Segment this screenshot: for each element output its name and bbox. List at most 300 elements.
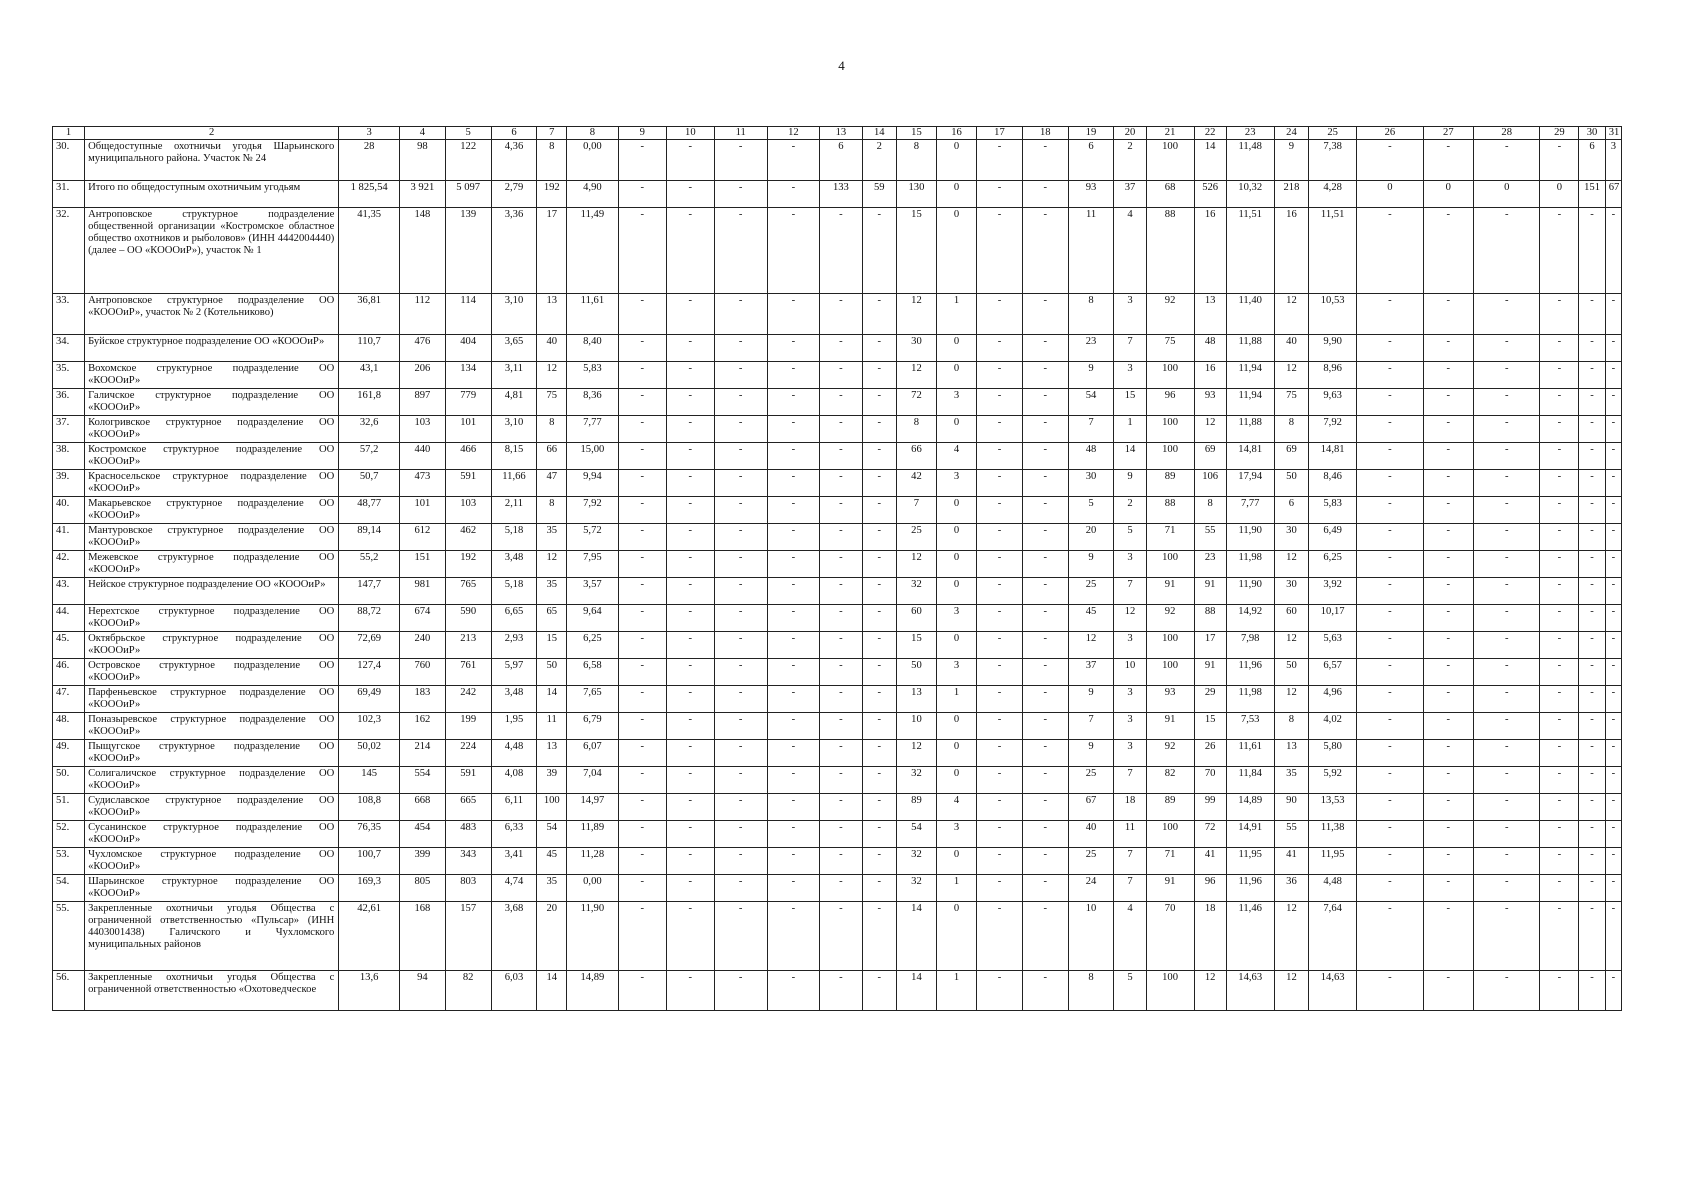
value-cell: - [820,659,862,686]
value-cell: 15 [896,208,936,294]
value-cell: - [862,740,896,767]
row-number: 56. [53,971,85,1011]
value-cell: 0 [936,632,976,659]
value-cell: 12 [896,294,936,335]
value-cell: 7,38 [1309,140,1357,181]
value-cell: - [666,632,714,659]
value-cell: - [618,524,666,551]
value-cell: - [977,443,1023,470]
page-number: 4 [838,58,845,73]
value-cell: 10,17 [1309,605,1357,632]
header-cell: 15 [896,127,936,140]
value-cell: - [1357,821,1423,848]
value-cell: - [862,208,896,294]
value-cell: 6,49 [1309,524,1357,551]
value-cell: - [1579,740,1605,767]
value-cell: 130 [896,181,936,208]
value-cell: - [1357,470,1423,497]
value-cell: 11,95 [1226,848,1274,875]
value-cell: - [820,389,862,416]
value-cell: 30 [896,335,936,362]
value-cell: 139 [445,208,491,294]
value-cell: 71 [1146,848,1194,875]
value-cell: 96 [1194,875,1226,902]
value-cell: 7 [1114,875,1146,902]
value-cell: 0 [1423,181,1473,208]
value-cell: - [1357,605,1423,632]
value-cell: 0 [936,335,976,362]
value-cell: - [618,605,666,632]
value-cell: 42,61 [339,902,400,971]
value-cell: 12 [1274,362,1308,389]
value-cell: - [1423,524,1473,551]
value-cell: 50 [1274,470,1308,497]
value-cell: 462 [445,524,491,551]
value-cell: - [1540,524,1579,551]
row-name: Пыщугское структурное подразделение ОО «КОООиР» [85,740,339,767]
value-cell: - [862,659,896,686]
value-cell: 183 [399,686,445,713]
value-cell: 13 [1274,740,1308,767]
row-name: Чухломское структурное подразделение ОО «КОООиР» [85,848,339,875]
value-cell: 6,07 [567,740,619,767]
value-cell: 18 [1114,794,1146,821]
value-cell: - [618,470,666,497]
value-cell: - [1474,632,1540,659]
value-cell: 32 [896,875,936,902]
value-cell: - [1605,605,1621,632]
value-cell: - [767,740,820,767]
value-cell: - [1605,767,1621,794]
value-cell: 3 [936,659,976,686]
value-cell: - [666,971,714,1011]
value-cell: 5,92 [1309,767,1357,794]
value-cell: - [618,875,666,902]
value-cell: - [767,902,820,971]
row-number: 45. [53,632,85,659]
value-cell: 11,61 [1226,740,1274,767]
value-cell: 5 097 [445,181,491,208]
value-cell: - [1022,686,1068,713]
value-cell: 13 [537,294,567,335]
value-cell: - [1540,335,1579,362]
value-cell: 90 [1274,794,1308,821]
value-cell: 4 [936,443,976,470]
value-cell: 94 [399,971,445,1011]
value-cell: - [1605,821,1621,848]
value-cell: 6 [1579,140,1605,181]
header-cell: 14 [862,127,896,140]
value-cell: - [1474,294,1540,335]
value-cell: - [666,524,714,551]
value-cell: - [714,208,767,294]
value-cell: 7,04 [567,767,619,794]
value-cell: 100 [1146,362,1194,389]
value-cell: - [1022,713,1068,740]
value-cell: 11,98 [1226,686,1274,713]
value-cell: 897 [399,389,445,416]
value-cell: 0 [1357,181,1423,208]
value-cell: 92 [1146,605,1194,632]
value-cell: - [862,821,896,848]
value-cell: 5,63 [1309,632,1357,659]
header-cell: 28 [1474,127,1540,140]
value-cell: - [862,416,896,443]
value-cell: 57,2 [339,443,400,470]
value-cell: 12 [537,551,567,578]
row-number: 55. [53,902,85,971]
value-cell: 67 [1605,181,1621,208]
value-cell: - [666,875,714,902]
value-cell: 110,7 [339,335,400,362]
value-cell: 668 [399,794,445,821]
value-cell: 6,65 [491,605,537,632]
value-cell: - [1579,524,1605,551]
value-cell: 9 [1068,686,1114,713]
value-cell: - [977,686,1023,713]
value-cell: 0 [936,740,976,767]
value-cell: 89 [1146,470,1194,497]
value-cell: 3,68 [491,902,537,971]
value-cell: 8 [1274,713,1308,740]
value-cell: 4,90 [567,181,619,208]
value-cell: - [1540,208,1579,294]
value-cell: - [1423,605,1473,632]
value-cell: - [1423,470,1473,497]
value-cell: 101 [445,416,491,443]
value-cell: - [1474,902,1540,971]
value-cell: - [1423,551,1473,578]
value-cell: 12 [1114,605,1146,632]
header-cell: 1 [53,127,85,140]
value-cell: - [1423,659,1473,686]
value-cell: - [1540,971,1579,1011]
row-name: Поназыревское структурное подразделение ОО «КОООиР» [85,713,339,740]
header-cell: 26 [1357,127,1423,140]
value-cell: 665 [445,794,491,821]
value-cell: 122 [445,140,491,181]
value-cell: 5,97 [491,659,537,686]
value-cell: 32,6 [339,416,400,443]
value-cell: 0 [1474,181,1540,208]
value-cell: 3,92 [1309,578,1357,605]
value-cell: - [1579,632,1605,659]
value-cell: 12 [537,362,567,389]
value-cell: 11,89 [567,821,619,848]
value-cell: 82 [1146,767,1194,794]
value-cell: - [714,740,767,767]
value-cell: 103 [445,497,491,524]
value-cell: - [714,416,767,443]
header-cell: 17 [977,127,1023,140]
table-row [53,389,1622,416]
value-cell: 0,00 [567,140,619,181]
value-cell: - [1579,389,1605,416]
value-cell: 14,97 [567,794,619,821]
value-cell: 3,11 [491,362,537,389]
value-cell: 17 [1194,632,1226,659]
header-cell: 9 [618,127,666,140]
value-cell: - [820,632,862,659]
value-cell: 36,81 [339,294,400,335]
value-cell: 48 [1194,335,1226,362]
value-cell: 151 [399,551,445,578]
value-cell: 12 [1274,551,1308,578]
value-cell: 89 [1146,794,1194,821]
value-cell: 24 [1068,875,1114,902]
value-cell: 45 [1068,605,1114,632]
value-cell: 42 [896,470,936,497]
value-cell: - [714,848,767,875]
value-cell: - [820,605,862,632]
table-row [53,551,1622,578]
row-name: Антроповское структурное подразделение ОО «КОООиР», участок № 2 (Котельниково) [85,294,339,335]
value-cell: 454 [399,821,445,848]
value-cell: - [977,821,1023,848]
value-cell: 14 [1194,140,1226,181]
value-cell: - [1579,578,1605,605]
value-cell: 8 [1274,416,1308,443]
value-cell: - [1605,208,1621,294]
value-cell: 192 [445,551,491,578]
value-cell: 0 [1540,181,1579,208]
value-cell: - [714,767,767,794]
value-cell: - [1022,902,1068,971]
value-cell: 2,79 [491,181,537,208]
value-cell: 591 [445,470,491,497]
value-cell: - [1022,443,1068,470]
value-cell: 65 [537,605,567,632]
value-cell: 526 [1194,181,1226,208]
value-cell: 7 [1114,578,1146,605]
value-cell: - [618,208,666,294]
header-cell: 5 [445,127,491,140]
value-cell: 10 [896,713,936,740]
value-cell: - [862,294,896,335]
value-cell: - [1579,551,1605,578]
value-cell: 103 [399,416,445,443]
value-cell: - [1605,713,1621,740]
value-cell: - [714,181,767,208]
value-cell: 20 [1068,524,1114,551]
value-cell: - [1423,335,1473,362]
value-cell: 5 [1114,971,1146,1011]
value-cell: 133 [820,181,862,208]
value-cell: - [977,740,1023,767]
table-row [53,497,1622,524]
value-cell: 25 [1068,848,1114,875]
value-cell: - [1579,794,1605,821]
value-cell: 7 [1114,767,1146,794]
row-name: Октябрьское структурное подразделение ОО «КОООиР» [85,632,339,659]
header-cell: 19 [1068,127,1114,140]
value-cell: - [1540,686,1579,713]
value-cell: 7,92 [567,497,619,524]
value-cell: - [714,294,767,335]
value-cell: - [1423,740,1473,767]
value-cell: 612 [399,524,445,551]
value-cell: 14,92 [1226,605,1274,632]
value-cell: - [820,335,862,362]
value-cell: - [1540,794,1579,821]
value-cell: 91 [1146,875,1194,902]
value-cell: - [1357,416,1423,443]
value-cell: 0 [936,497,976,524]
value-cell: - [1579,767,1605,794]
value-cell: 9,94 [567,470,619,497]
value-cell: - [618,659,666,686]
value-cell: - [618,971,666,1011]
value-cell: 16 [1194,362,1226,389]
value-cell: 162 [399,713,445,740]
value-cell: - [862,362,896,389]
value-cell: - [862,551,896,578]
value-cell: - [1474,470,1540,497]
value-cell: 4,08 [491,767,537,794]
value-cell: 1 825,54 [339,181,400,208]
header-cell: 12 [767,127,820,140]
value-cell: 12 [1274,632,1308,659]
value-cell: 66 [896,443,936,470]
value-cell: - [1357,443,1423,470]
value-cell: 12 [1274,971,1308,1011]
value-cell: 3 921 [399,181,445,208]
value-cell: - [1357,294,1423,335]
value-cell: 55,2 [339,551,400,578]
value-cell: 1,95 [491,713,537,740]
value-cell: 8 [537,416,567,443]
value-cell: 39 [537,767,567,794]
row-name: Шарьинское структурное подразделение ОО «КОООиР» [85,875,339,902]
row-number: 42. [53,551,85,578]
value-cell: 168 [399,902,445,971]
value-cell: 8 [537,497,567,524]
value-cell: - [767,848,820,875]
value-cell: 0 [936,524,976,551]
value-cell: - [1474,497,1540,524]
value-cell: - [1605,740,1621,767]
row-name: Красносельское структурное подразделение ОО «КОООиР» [85,470,339,497]
value-cell: 15 [537,632,567,659]
row-name: Парфеньевское структурное подразделение ОО «КОООиР» [85,686,339,713]
value-cell: 2 [1114,497,1146,524]
table-row [53,470,1622,497]
value-cell: - [618,497,666,524]
value-cell: - [1540,497,1579,524]
value-cell: 88 [1194,605,1226,632]
header-cell: 10 [666,127,714,140]
value-cell: 26 [1194,740,1226,767]
value-cell: 50 [896,659,936,686]
value-cell: 11,61 [567,294,619,335]
value-cell: - [862,632,896,659]
value-cell: 11 [1068,208,1114,294]
value-cell: - [714,497,767,524]
value-cell: - [1423,902,1473,971]
value-cell: 11,95 [1309,848,1357,875]
value-cell: 88 [1146,497,1194,524]
value-cell: 93 [1146,686,1194,713]
value-cell: - [1579,470,1605,497]
value-cell: 3 [1114,632,1146,659]
value-cell: 15 [1114,389,1146,416]
value-cell: 0 [936,181,976,208]
row-number: 36. [53,389,85,416]
value-cell: 6,33 [491,821,537,848]
value-cell: - [714,686,767,713]
value-cell: - [1423,389,1473,416]
value-cell: - [862,389,896,416]
value-cell: 213 [445,632,491,659]
value-cell: - [1022,497,1068,524]
row-name: Мантуровское структурное подразделение ОО «КОООиР» [85,524,339,551]
value-cell: 76,35 [339,821,400,848]
value-cell: - [714,389,767,416]
value-cell: 5 [1114,524,1146,551]
value-cell: - [1605,578,1621,605]
row-number: 51. [53,794,85,821]
value-cell: - [767,821,820,848]
value-cell: 13 [537,740,567,767]
value-cell: 54 [537,821,567,848]
value-cell: - [666,181,714,208]
value-cell: - [1579,686,1605,713]
row-number: 38. [53,443,85,470]
table-row [53,821,1622,848]
value-cell: 92 [1146,294,1194,335]
value-cell: 11,28 [567,848,619,875]
row-name: Буйское структурное подразделение ОО «КОООиР» [85,335,339,362]
value-cell: - [1423,497,1473,524]
value-cell: 106 [1194,470,1226,497]
value-cell: 82 [445,971,491,1011]
value-cell: 43,1 [339,362,400,389]
value-cell: 93 [1068,181,1114,208]
header-cell: 11 [714,127,767,140]
value-cell: 7,92 [1309,416,1357,443]
value-cell: - [767,443,820,470]
value-cell: 91 [1194,578,1226,605]
row-name: Общедоступные охотничьи угодья Шарьинского муниципального района. Участок № 24 [85,140,339,181]
value-cell: 240 [399,632,445,659]
value-cell: 2 [1114,140,1146,181]
value-cell: 3 [936,389,976,416]
value-cell: - [862,767,896,794]
value-cell: - [666,470,714,497]
value-cell: - [977,578,1023,605]
value-cell: 440 [399,443,445,470]
row-number: 46. [53,659,85,686]
value-cell: - [820,767,862,794]
value-cell: 35 [537,875,567,902]
value-cell: 60 [1274,605,1308,632]
value-cell: 805 [399,875,445,902]
value-cell: 28 [339,140,400,181]
value-cell: 7 [1068,713,1114,740]
value-cell: 11 [537,713,567,740]
value-cell: - [666,686,714,713]
value-cell: - [618,443,666,470]
value-cell: - [618,294,666,335]
data-table [52,126,1622,1011]
value-cell: 3 [936,605,976,632]
value-cell: - [767,294,820,335]
value-cell: 14 [896,971,936,1011]
value-cell: - [977,551,1023,578]
value-cell: 981 [399,578,445,605]
value-cell: - [1540,551,1579,578]
value-cell: - [666,443,714,470]
